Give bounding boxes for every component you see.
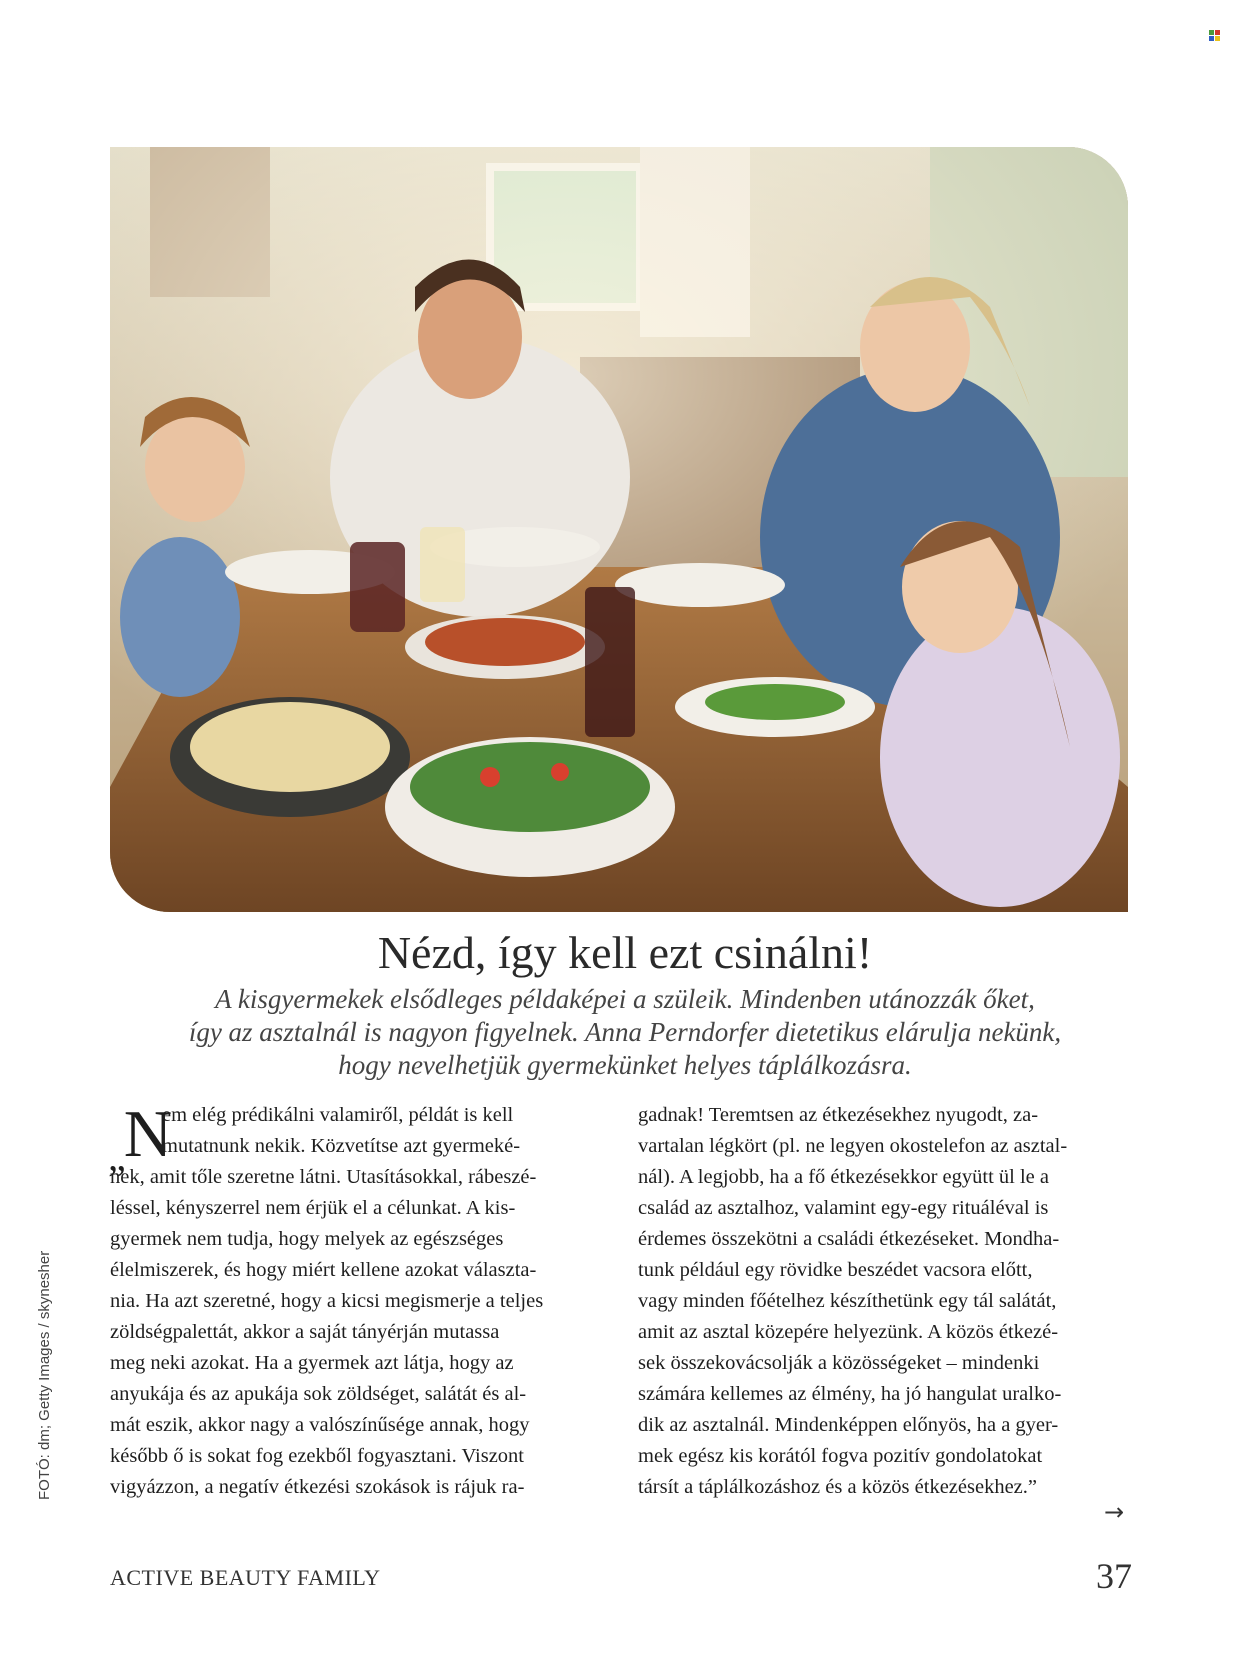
text-line: vagy minden főételhez készíthetünk egy tál salátát, [638, 1290, 1057, 1312]
text-line: sek összekovácsolják a közösségeket – mindenki [638, 1352, 1040, 1374]
text-line: em elég prédikálni valamiről, példát is kell [162, 1104, 514, 1126]
lead-line: így az asztalnál is nagyon figyelnek. Anna Perndorfer dietetikus elárulja nekünk, [188, 1017, 1062, 1047]
text-line: nek, amit tőle szeretne látni. Utasításokkal, rábeszé- [110, 1166, 537, 1188]
color-mark-icon [1209, 30, 1221, 42]
body-column-left [108, 1097, 602, 1503]
text-line: anyukája és az apukája sok zöldséget, salátát és al- [110, 1383, 527, 1405]
photo-credit: FOTÓ: dm; Getty Images / skynesher [36, 1250, 53, 1500]
text-line: számára kellemes az élmény, ha jó hangulat uralko- [638, 1383, 1062, 1405]
text-line: vigyázzon, a negatív étkezési szokások is rájuk ra- [110, 1476, 525, 1498]
page-number: 37 [1096, 1556, 1132, 1596]
lead-line: A kisgyermekek elsődleges példaképei a szüleik. Mindenben utánozzák őket, [215, 984, 1035, 1014]
text-line: nia. Ha azt szeretné, hogy a kicsi megismerje a teljes [110, 1290, 544, 1312]
text-line: később ő is sokat fog ezekből fogyasztani. Viszont [110, 1445, 525, 1467]
lead-paragraph [120, 983, 1130, 1082]
footer-brand: ACTIVE BEAUTY FAMILY [110, 1565, 381, 1590]
text-line: család az asztalhoz, valamint egy-egy rituáléval is [638, 1197, 1049, 1219]
drop-cap: $_„$N [108, 1097, 173, 1179]
headline: Nézd, így kell ezt csinálni! [377, 927, 873, 978]
text-line: amit az asztal közepére helyezünk. A közös étkezé- [638, 1321, 1059, 1343]
text-line: nál). A legjobb, ha a fő étkezésekkor együtt ül le a [638, 1166, 1050, 1188]
text-line: tunk például egy rövidke beszédet vacsora előtt, [638, 1259, 1033, 1281]
text-line: dik az asztalnál. Mindenképpen előnyös, ha a gyer- [638, 1414, 1059, 1436]
text-line: gyermek nem tudja, hogy melyek az egészséges [110, 1228, 504, 1250]
text-line: társít a táplálkozáshoz és a közös étkezésekhez.” [638, 1476, 1037, 1498]
text-line: léssel, kényszerrel nem érjük el a célunkat. A kis- [110, 1197, 516, 1219]
text-line: élelmiszerek, és hogy miért kellene azokat választa- [110, 1259, 537, 1281]
text-line: zöldségpalettát, akkor a saját tányérján mutassa [110, 1321, 500, 1343]
photo-family-dinner-icon [110, 147, 1128, 912]
body-column-right [638, 1100, 1130, 1503]
lead-line: hogy nevelhetjük gyermekünket helyes táplálkozásra. [338, 1050, 912, 1080]
text-line: érdemes összekötni a családi étkezéseket. Mondha- [638, 1228, 1060, 1250]
text-line: mát eszik, akkor nagy a valószínűsége annak, hogy [110, 1414, 530, 1436]
text-line: mek egész kis korától fogva pozitív gondolatokat [638, 1445, 1043, 1467]
continue-arrow-icon: → [1104, 1498, 1125, 1526]
text-line: mutatnunk nekik. Közvetítse azt gyermeké- [162, 1135, 521, 1157]
text-line: vartalan légkört (pl. ne legyen okostelefon az asztal- [638, 1135, 1068, 1157]
text-line: meg neki azokat. Ha a gyermek azt látja, hogy az [110, 1352, 514, 1374]
text-line: gadnak! Teremtsen az étkezésekhez nyugodt, za- [638, 1104, 1039, 1126]
family-dinner-photo [110, 147, 1128, 912]
